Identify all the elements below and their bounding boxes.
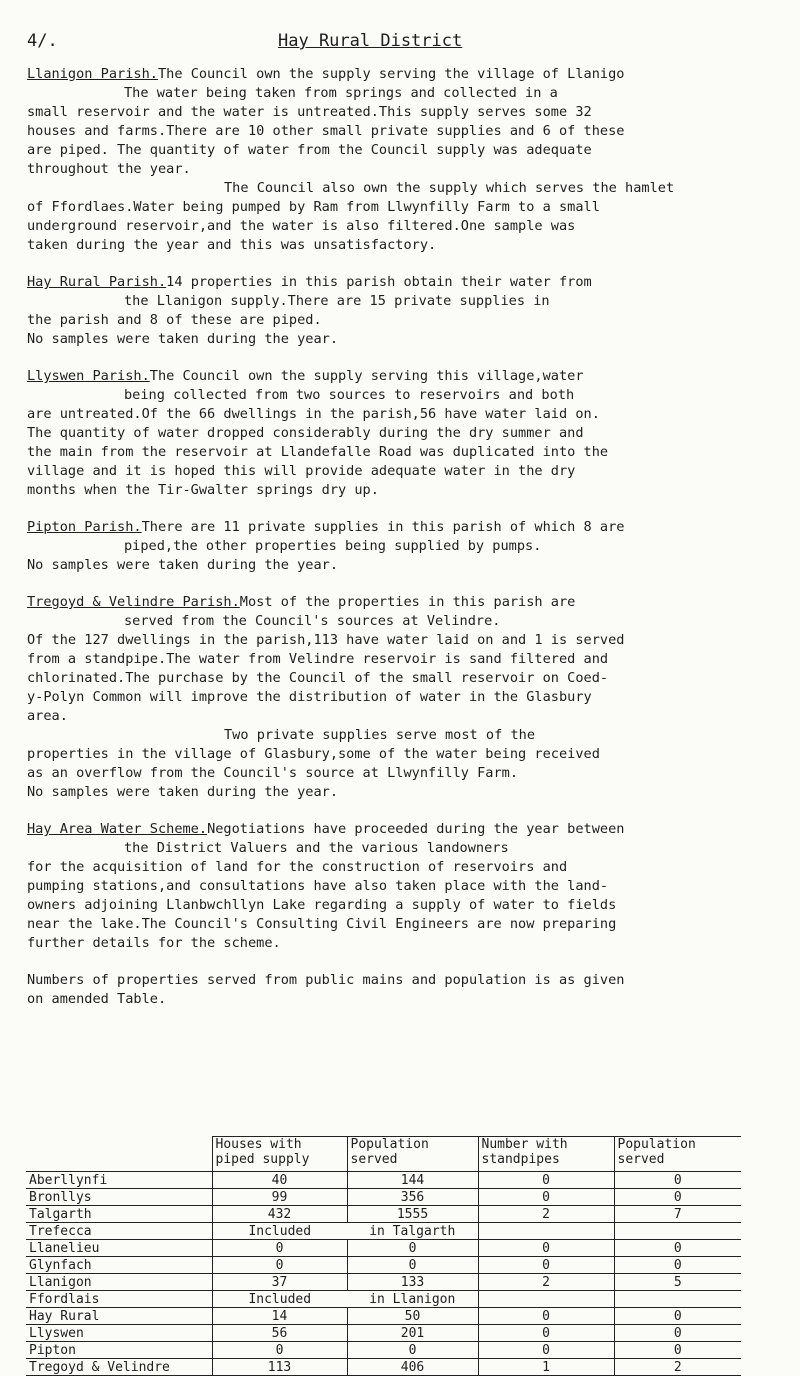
table-cell: 40	[212, 1172, 347, 1189]
table-cell: 1	[478, 1359, 614, 1376]
row-label: Pipton	[26, 1342, 212, 1359]
paragraph-heading: Llanigon Parish.	[27, 66, 158, 82]
paragraph-line: y-Polyn Common will improve the distribution of water in the Glasbury	[27, 689, 592, 705]
paragraph-line: as an overflow from the Council's source at Llwynfilly Farm.	[27, 765, 519, 781]
row-label: Llyswen	[26, 1325, 212, 1342]
table-row	[26, 1206, 741, 1223]
paragraph-line: for the acquisition of land for the construction of reservoirs and	[27, 859, 568, 875]
header-text: Population	[350, 1137, 429, 1152]
paragraph-line	[27, 820, 792, 839]
table-cell: 14	[212, 1308, 347, 1325]
header-text: served	[350, 1152, 398, 1167]
table-cell: 99	[212, 1189, 347, 1206]
paragraph-line: houses and farms.There are 10 other small private supplies and 6 of these	[27, 123, 625, 139]
table-row	[26, 1308, 741, 1325]
page-title: Hay Rural District	[278, 31, 463, 51]
paragraph-line: are piped. The quantity of water from the Council supply was adequate	[27, 142, 592, 158]
paragraph-line: of Ffordlaes.Water being pumped by Ram from Llwynfilly Farm to a small	[27, 199, 600, 215]
paragraph-line	[27, 593, 792, 612]
paragraph-line: Two private supplies serve most of the	[224, 727, 535, 743]
paragraph-line: served from the Council's sources at Velindre.	[124, 613, 501, 629]
table-cell: 0	[347, 1257, 478, 1274]
paragraph-line: the Llanigon supply.There are 15 private supplies in	[124, 293, 550, 309]
paragraph-line: owners adjoining Llanbwchllyn Lake regarding a supply of water to fields	[27, 897, 617, 913]
table-cell: 144	[347, 1172, 478, 1189]
table-row	[26, 1257, 741, 1274]
paragraph-line: chlorinated.The purchase by the Council of the small reservoir on Coed-	[27, 670, 609, 686]
paragraph	[27, 65, 792, 255]
paragraph-text: Negotiations have proceeded during the year between	[207, 821, 625, 837]
paragraph-heading: Llyswen Parish.	[27, 368, 150, 384]
table-cell: 0	[212, 1240, 347, 1257]
paragraph	[27, 367, 792, 500]
header-text: served	[617, 1152, 665, 1167]
paragraph-line: the main from the reservoir at Llandefalle Road was duplicated into the	[27, 444, 609, 460]
table-cell	[614, 1223, 741, 1240]
table-cell: 0	[212, 1342, 347, 1359]
table-cell: 0	[614, 1240, 741, 1257]
row-label: Llanigon	[26, 1274, 212, 1291]
table-cell: 0	[347, 1342, 478, 1359]
table-cell: 2	[478, 1206, 614, 1223]
row-label: Bronllys	[26, 1189, 212, 1206]
table-row	[26, 1291, 741, 1308]
paragraph-line: are untreated.Of the 66 dwellings in the parish,56 have water laid on.	[27, 406, 600, 422]
paragraph-line: pumping stations,and consultations have also taken place with the land-	[27, 878, 609, 894]
paragraph-line: Of the 127 dwellings in the parish,113 have water laid on and 1 is served	[27, 632, 625, 648]
paragraph	[27, 273, 792, 349]
table-row	[26, 1223, 741, 1240]
table-row	[26, 1172, 741, 1189]
table-row	[26, 1325, 741, 1342]
table-header-cell	[26, 1137, 212, 1172]
page-number: 4/.	[27, 31, 58, 51]
paragraph-text: There are 11 private supplies in this parish of which 8 are	[141, 519, 625, 535]
row-label: Llanelieu	[26, 1240, 212, 1257]
table-cell: 113	[212, 1359, 347, 1376]
row-label: Glynfach	[26, 1257, 212, 1274]
row-label: Trefecca	[26, 1223, 212, 1240]
table-cell: 0	[478, 1342, 614, 1359]
paragraph-line: The Council also own the supply which serves the hamlet	[224, 180, 675, 196]
table-cell: 432	[212, 1206, 347, 1223]
table-cell: 201	[347, 1325, 478, 1342]
paragraph-text: 14 properties in this parish obtain their water from	[166, 274, 592, 290]
paragraph-text: The Council own the supply serving the village of Llanigo	[157, 66, 625, 82]
header-text: piped supply	[215, 1152, 310, 1167]
paragraph-line: underground reservoir,and the water is also filtered.One sample was	[27, 218, 576, 234]
intro-line: Numbers of properties served from public mains and population is as given	[27, 972, 625, 988]
table-cell: 406	[347, 1359, 478, 1376]
table-cell: Included	[212, 1223, 347, 1240]
table-cell: 0	[614, 1257, 741, 1274]
table-cell	[478, 1291, 614, 1308]
table-cell: 0	[614, 1308, 741, 1325]
table-cell: 37	[212, 1274, 347, 1291]
table-cell: 0	[478, 1240, 614, 1257]
table-cell: 0	[478, 1308, 614, 1325]
table-cell	[478, 1223, 614, 1240]
table-row	[26, 1274, 741, 1291]
table-row	[26, 1240, 741, 1257]
table-cell: 56	[212, 1325, 347, 1342]
row-label: Aberllynfi	[26, 1172, 212, 1189]
table-intro	[27, 971, 792, 1009]
table-row	[26, 1359, 741, 1376]
paragraph-line: throughout the year.	[27, 161, 191, 177]
paragraph-line: piped,the other properties being supplied by pumps.	[124, 538, 542, 554]
table-header-cell	[347, 1137, 478, 1172]
table-cell: 50	[347, 1308, 478, 1325]
table-cell	[614, 1291, 741, 1308]
header-text: Number with	[481, 1137, 568, 1152]
table-cell: 0	[614, 1325, 741, 1342]
paragraph-line	[27, 518, 792, 537]
table-cell: 0	[614, 1189, 741, 1206]
table-cell: 0	[212, 1257, 347, 1274]
table-row	[26, 1189, 741, 1206]
paragraph-line: village and it is hoped this will provide adequate water in the dry	[27, 463, 576, 479]
paragraph-line: No samples were taken during the year.	[27, 331, 338, 347]
table-cell: Included	[212, 1291, 347, 1308]
paragraph-heading: Hay Rural Parish.	[27, 274, 167, 290]
paragraph-line	[27, 273, 792, 292]
document-body	[27, 65, 792, 1027]
table-cell: 356	[347, 1189, 478, 1206]
paragraph-line: further details for the scheme.	[27, 935, 281, 951]
paragraph-line: No samples were taken during the year.	[27, 784, 338, 800]
paragraph-line: being collected from two sources to reservoirs and both	[124, 387, 575, 403]
paragraph	[27, 593, 792, 802]
row-label: Hay Rural	[26, 1308, 212, 1325]
paragraph-text: The Council own the supply serving this village,water	[149, 368, 584, 384]
table-cell: 2	[614, 1359, 741, 1376]
table-cell: 0	[478, 1325, 614, 1342]
properties-table	[26, 1136, 741, 1376]
table-cell: 0	[614, 1342, 741, 1359]
paragraph-line	[27, 65, 792, 84]
table-header-row	[26, 1137, 741, 1172]
paragraph-line: from a standpipe.The water from Velindre reservoir is sand filtered and	[27, 651, 609, 667]
paragraph-line: near the lake.The Council's Consulting Civil Engineers are now preparing	[27, 916, 617, 932]
paragraph-line: the District Valuers and the various landowners	[124, 840, 509, 856]
table-cell: 133	[347, 1274, 478, 1291]
table-cell: in Llanigon	[347, 1291, 478, 1308]
paragraph-line: taken during the year and this was unsatisfactory.	[27, 237, 437, 253]
table-header-cell	[614, 1137, 741, 1172]
table-cell: 2	[478, 1274, 614, 1291]
table-header-cell	[478, 1137, 614, 1172]
paragraph	[27, 518, 792, 575]
paragraph	[27, 820, 792, 953]
paragraph-line: The quantity of water dropped considerably during the dry summer and	[27, 425, 584, 441]
paragraph-line: No samples were taken during the year.	[27, 557, 338, 573]
paragraph-heading: Tregoyd & Velindre Parish.	[27, 594, 240, 610]
paragraph-line: months when the Tir-Gwalter springs dry up.	[27, 482, 379, 498]
paragraph-text: Most of the properties in this parish are	[239, 594, 576, 610]
header-text: Population	[617, 1137, 696, 1152]
intro-line: on amended Table.	[27, 991, 167, 1007]
row-label: Ffordlais	[26, 1291, 212, 1308]
table-cell: in Talgarth	[347, 1223, 478, 1240]
paragraph-heading: Hay Area Water Scheme.	[27, 821, 208, 837]
table-cell: 1555	[347, 1206, 478, 1223]
paragraph-line: The water being taken from springs and collected in a	[124, 85, 558, 101]
paragraph-heading: Pipton Parish.	[27, 519, 142, 535]
table-cell: 0	[347, 1240, 478, 1257]
table-cell: 7	[614, 1206, 741, 1223]
table-cell: 0	[614, 1172, 741, 1189]
table-header-cell	[212, 1137, 347, 1172]
table-cell: 0	[478, 1257, 614, 1274]
table-cell: 0	[478, 1189, 614, 1206]
paragraph-line: the parish and 8 of these are piped.	[27, 312, 322, 328]
paragraph-line: area.	[27, 708, 68, 724]
table-cell: 5	[614, 1274, 741, 1291]
header-text: Houses with	[215, 1137, 302, 1152]
header-text: standpipes	[481, 1152, 560, 1167]
table-cell: 0	[478, 1172, 614, 1189]
table-row	[26, 1342, 741, 1359]
row-label: Talgarth	[26, 1206, 212, 1223]
paragraph-line: properties in the village of Glasbury,some of the water being received	[27, 746, 600, 762]
paragraph-line	[27, 367, 792, 386]
paragraph-line: small reservoir and the water is untreated.This supply serves some 32	[27, 104, 592, 120]
row-label: Tregoyd & Velindre	[26, 1359, 212, 1376]
